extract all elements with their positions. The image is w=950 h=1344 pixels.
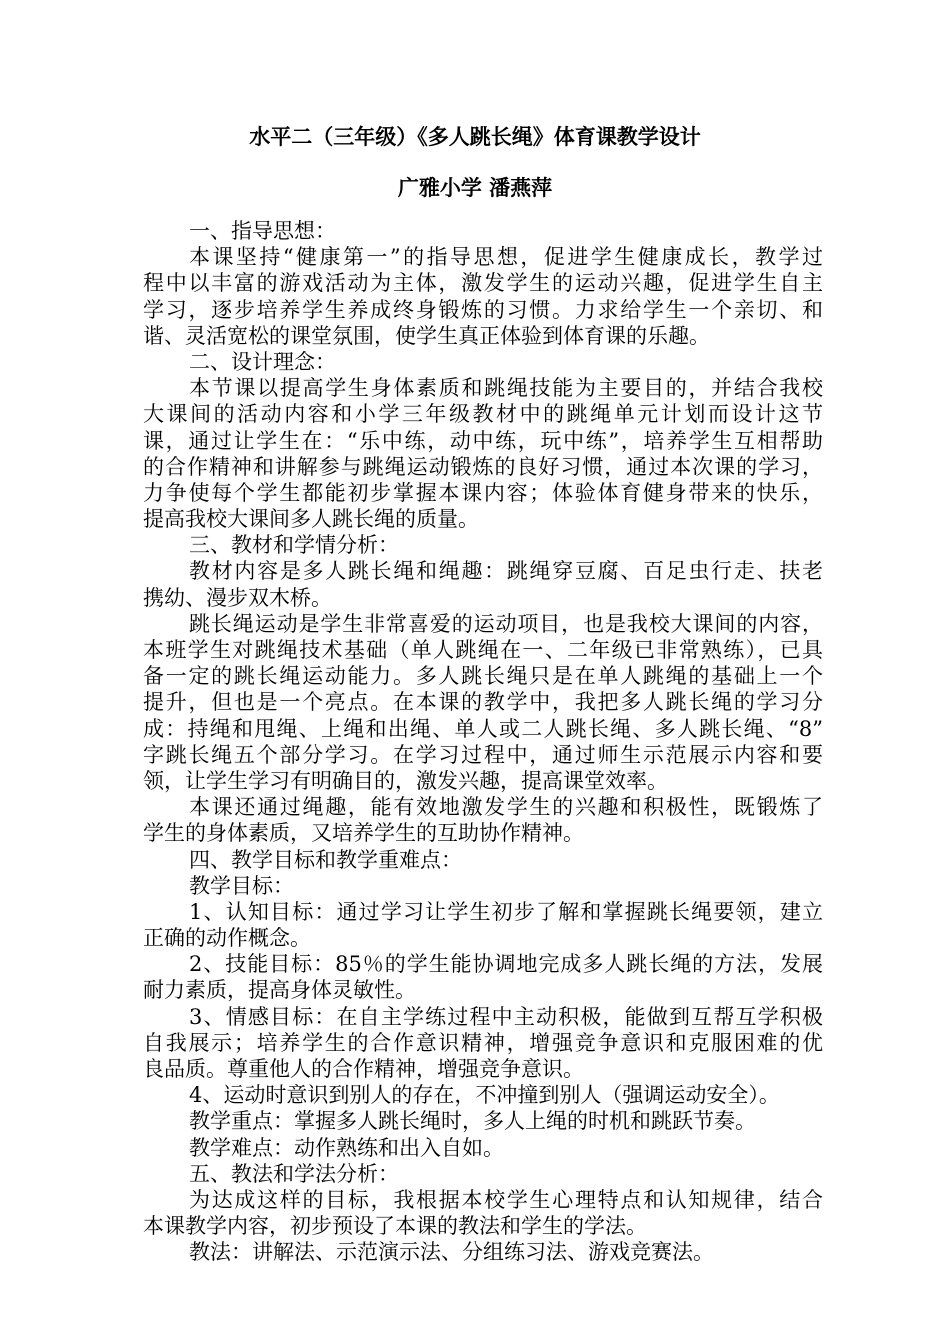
paragraph-line: 学习，逐步培养学生养成终身锻炼的习惯。力求给学生一个亲切、和 — [143, 297, 823, 322]
paragraph-line: 本节课以提高学生身体素质和跳绳技能为主要目的，并结合我校 — [189, 376, 823, 401]
paragraph-line: 四、教学目标和教学重难点： — [189, 847, 462, 872]
paragraph-line: 字跳长绳五个部分学习。在学习过程中，通过师生示范展示内容和要 — [143, 742, 823, 767]
paragraph-line: 2、技能目标：85％的学生能协调地完成多人跳长绳的方法，发展 — [189, 952, 823, 977]
paragraph-line: 谐、灵活宽松的课堂氛围，使学生真正体验到体育课的乐趣。 — [143, 323, 710, 348]
document-body — [143, 218, 823, 1266]
paragraph-line: 本班学生对跳绳技术基础（单人跳绳在一、二年级已非常熟练），已具 — [143, 638, 823, 662]
paragraph-line: 三、教材和学情分析： — [189, 533, 399, 558]
paragraph-line: 五、教法和学法分析： — [189, 1161, 399, 1186]
paragraph-line: 备一定的跳长绳运动能力。多人跳长绳只是在单人跳绳的基础上一个 — [143, 664, 823, 689]
paragraph-line: 良品质。尊重他人的合作精神，增强竞争意识。 — [143, 1057, 584, 1081]
paragraph-line: 的合作精神和讲解参与跳绳运动锻炼的良好习惯，通过本次课的学习， — [143, 454, 823, 479]
paragraph-line: 大课间的活动内容和小学三年级教材中的跳绳单元计划而设计这节 — [143, 402, 823, 427]
document-author: 广雅小学 潘燕萍 — [397, 176, 553, 200]
paragraph-line: 1、认知目标：通过学习让学生初步了解和掌握跳长绳要领，建立 — [189, 899, 823, 924]
paragraph-line: 提升，但也是一个亮点。在本课的教学中，我把多人跳长绳的学习分 — [143, 690, 823, 715]
paragraph-line: 教学难点：动作熟练和出入自如。 — [189, 1135, 504, 1160]
paragraph-line: 耐力素质，提高身体灵敏性。 — [143, 978, 416, 1003]
paragraph-line: 教法：讲解法、示范演示法、分组练习法、游戏竞赛法。 — [189, 1240, 714, 1265]
paragraph-line: 力争使每个学生都能初步掌握本课内容；体验体育健身带来的快乐， — [143, 480, 823, 505]
paragraph-line: 学生的身体素质，又培养学生的互助协作精神。 — [143, 821, 584, 846]
paragraph-line: 教学重点：掌握多人跳长绳时，多人上绳的时机和跳跃节奏。 — [189, 1109, 756, 1134]
paragraph-line: 正确的动作概念。 — [143, 926, 311, 951]
paragraph-line: 3、情感目标：在自主学练过程中主动积极，能做到互帮互学积极 — [189, 1004, 823, 1029]
paragraph-line: 教材内容是多人跳长绳和绳趣：跳绳穿豆腐、百足虫行走、扶老 — [189, 559, 823, 584]
paragraph-line: 课，通过让学生在：“乐中练，动中练，玩中练”，培养学生互相帮助 — [143, 428, 823, 453]
paragraph-line: 本课教学内容，初步预设了本课的教法和学生的学法。 — [143, 1214, 647, 1239]
paragraph-line: 二、设计理念： — [189, 349, 336, 374]
paragraph-line: 为达成这样的目标，我根据本校学生心理特点和认知规律，结合 — [189, 1187, 823, 1212]
paragraph-line: 教学目标： — [189, 873, 294, 898]
paragraph-line: 携幼、漫步双木桥。 — [143, 585, 332, 610]
paragraph-line: 成：持绳和甩绳、上绳和出绳、单人或二人跳长绳、多人跳长绳、“8” — [143, 716, 823, 741]
paragraph-line: 本课坚持“健康第一”的指导思想，促进学生健康成长，教学过 — [189, 245, 823, 270]
paragraph-line: 程中以丰富的游戏活动为主体，激发学生的运动兴趣，促进学生自主 — [143, 271, 823, 296]
paragraph-line: 本课还通过绳趣，能有效地激发学生的兴趣和积极性，既锻炼了 — [189, 795, 823, 820]
paragraph-line: 4、运动时意识到别人的存在，不冲撞到别人（强调运动安全）。 — [189, 1083, 780, 1108]
paragraph-line: 领，让学生学习有明确目的，激发兴趣，提高课堂效率。 — [143, 768, 668, 793]
paragraph-line: 提高我校大课间多人跳长绳的质量。 — [143, 507, 479, 532]
paragraph-line: 跳长绳运动是学生非常喜爱的运动项目，也是我校大课间的内容， — [189, 611, 823, 636]
paragraph-line: 一、指导思想： — [189, 219, 336, 243]
paragraph-line: 自我展示；培养学生的合作意识精神，增强竞争意识和克服困难的优 — [143, 1030, 823, 1055]
document-title: 水平二（三年级）《多人跳长绳》体育课教学设计 — [249, 125, 701, 149]
